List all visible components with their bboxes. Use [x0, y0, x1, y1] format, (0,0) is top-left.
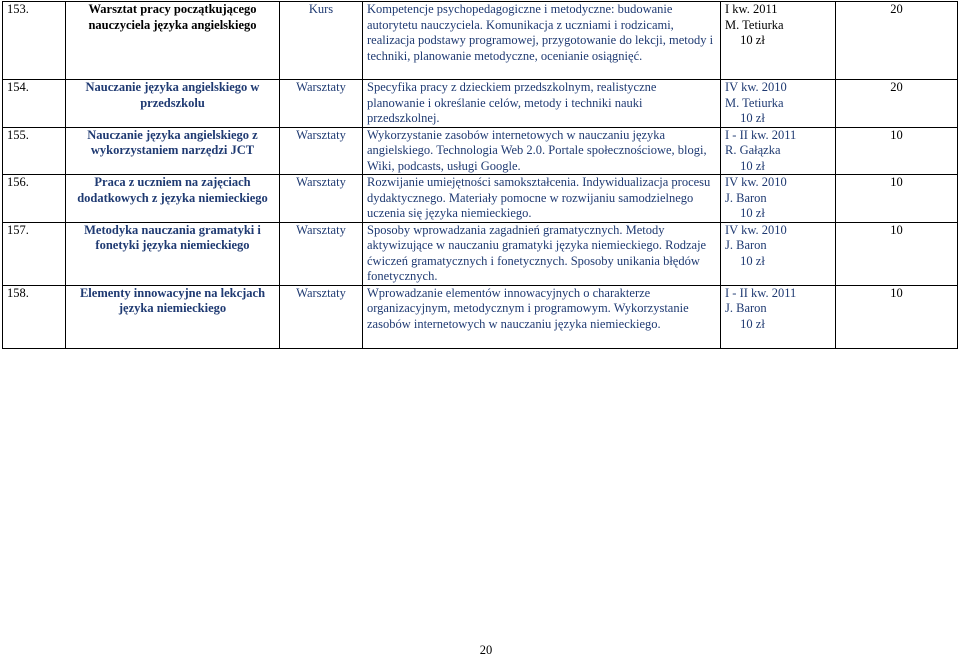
page-number: 20 — [479, 643, 493, 657]
course-title: Metodyka nauczania gramatyki i fonetyki języka niemieckiego — [66, 222, 280, 285]
course-form: Warsztaty — [280, 175, 363, 223]
course-table — [2, 1, 958, 349]
course-trainer: R. Gałązka — [725, 143, 781, 157]
course-hours: 20 — [836, 2, 958, 80]
course-title: Praca z uczniem na zajęciach dodatkowych z języka niemieckiego — [66, 175, 280, 223]
course-title: Nauczanie języka angielskiego z wykorzystaniem narzędzi JCT — [66, 127, 280, 175]
row-number: 158. — [3, 285, 66, 348]
course-description: Rozwijanie umiejętności samokształcenia. Indywidualizacja procesu dydaktycznego. Materiały pomocne w rozwijaniu samodzielnego uczenia się języka niemieckiego. — [363, 175, 721, 223]
row-number: 156. — [3, 175, 66, 223]
course-title: Warsztat pracy początkującego nauczyciela języka angielskiego — [66, 2, 280, 80]
course-schedule — [721, 285, 836, 348]
course-date: IV kw. 2010 — [725, 222, 787, 237]
course-form: Warsztaty — [280, 80, 363, 128]
course-date: I - II kw. 2011 — [725, 285, 797, 300]
course-schedule — [721, 175, 836, 223]
course-date: I - II kw. 2011 — [725, 127, 797, 142]
course-description: Kompetencje psychopedagogiczne i metodyczne: budowanie autorytetu nauczyciela. Komunikacja z uczniami i rodzicami, realizacja podstawy programowej, przygotowanie do lekcji, metody i techniki, planowanie metodyczne, ocenianie osiągnięć. — [363, 2, 721, 80]
course-price: 10 zł — [740, 253, 765, 268]
course-description: Sposoby wprowadzania zagadnień gramatycznych. Metody aktywizujące w nauczaniu gramatyki języka niemieckiego. Rodzaje ćwiczeń gramatycznych i fonetycznych. Sposoby unikania błędów fonetycznych. — [363, 222, 721, 285]
course-description: Wprowadzanie elementów innowacyjnych o charakterze organizacyjnym, metodycznym i programowym. Wykorzystanie zasobów internetowych w nauczaniu języka niemieckiego. — [363, 285, 721, 348]
course-hours: 10 — [836, 127, 958, 175]
row-number: 157. — [3, 222, 66, 285]
course-trainer: J. Baron — [725, 238, 767, 252]
course-description: Wykorzystanie zasobów internetowych w nauczaniu języka angielskiego. Technologia Web 2.0. Portale społecznościowe, blogi, Wiki, podcasts, usługi Google. — [363, 127, 721, 175]
course-date: IV kw. 2010 — [725, 80, 787, 94]
course-price: 10 zł — [740, 158, 765, 173]
course-form: Kurs — [280, 2, 363, 80]
course-form: Warsztaty — [280, 127, 363, 175]
course-title: Elementy innowacyjne na lekcjach języka niemieckiego — [66, 285, 280, 348]
course-price: 10 zł — [740, 206, 765, 220]
table-row — [3, 80, 958, 128]
course-trainer: J. Baron — [725, 301, 767, 315]
row-number: 155. — [3, 127, 66, 175]
course-date: IV kw. 2010 — [725, 175, 787, 189]
course-trainer: J. Baron — [725, 190, 767, 205]
table-row — [3, 285, 958, 348]
course-hours: 10 — [836, 222, 958, 285]
course-form: Warsztaty — [280, 222, 363, 285]
course-hours: 10 — [836, 175, 958, 223]
course-price: 10 zł — [740, 33, 765, 47]
course-price: 10 zł — [740, 316, 765, 331]
course-schedule — [721, 127, 836, 175]
table-row — [3, 127, 958, 175]
row-number: 154. — [3, 80, 66, 128]
course-price: 10 zł — [740, 111, 765, 125]
course-schedule — [721, 2, 836, 80]
course-trainer: M. Tetiurka — [725, 17, 784, 32]
course-hours: 10 — [836, 285, 958, 348]
table-row — [3, 2, 958, 80]
course-description: Specyfika pracy z dzieckiem przedszkolnym, realistyczne planowanie i określanie celów, metody i techniki nauki przedszkolnej. — [363, 80, 721, 128]
course-trainer: M. Tetiurka — [725, 95, 784, 110]
course-title: Nauczanie języka angielskiego w przedszkolu — [66, 80, 280, 128]
row-number: 153. — [3, 2, 66, 80]
course-hours: 20 — [836, 80, 958, 128]
table-row — [3, 175, 958, 223]
course-schedule — [721, 80, 836, 128]
course-schedule — [721, 222, 836, 285]
table-row — [3, 222, 958, 285]
course-date: I kw. 2011 — [725, 2, 778, 16]
course-form: Warsztaty — [280, 285, 363, 348]
